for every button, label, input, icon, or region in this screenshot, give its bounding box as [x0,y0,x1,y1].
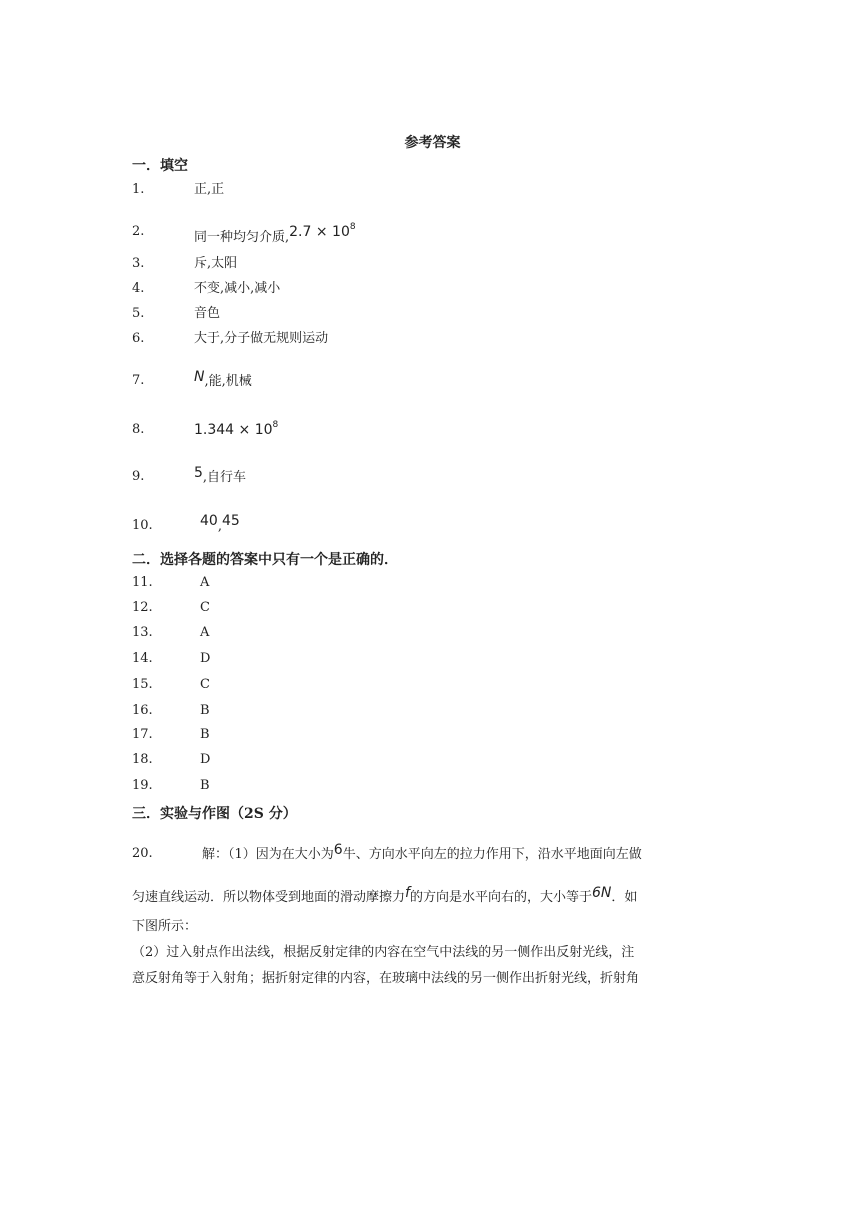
item-number: 19. [132,778,153,793]
item-number: 7. [132,373,145,388]
answer-text: 的方向是水平向右的，大小等于 [409,890,592,905]
answer-math: $1.344 \times 10^8$ [194,420,279,438]
section-heading-experiment: 三．实验与作图（2S 分） [132,806,297,822]
item-number: 6. [132,331,145,346]
item-answer [200,513,240,537]
item-number: 15. [132,677,153,692]
item-number: 4. [132,281,145,296]
item-number: 10. [132,518,153,533]
item-number: 16. [132,703,153,718]
item-answer: 音色 [194,306,221,321]
item-answer: B [200,778,210,793]
section-heading-fill: 一．填空 [132,158,188,174]
item-answer [194,420,278,446]
item-number: 8. [132,422,145,437]
item-number: 17. [132,727,153,742]
answer-math: 40 [200,513,218,529]
item-number: 3. [132,256,145,271]
paragraph-line: 意反射角等于入射角；据折射定律的内容，在玻璃中法线的另一侧作出折射光线，折射角 [132,971,640,986]
item-number: 14. [132,651,153,666]
item-number: 1. [132,182,145,197]
item-answer: D [200,651,211,666]
paragraph-line: （2）过入射点作出法线，根据反射定律的内容在空气中法线的另一侧作出反射光线，注 [132,945,635,960]
answer-text: 匀速直线运动．所以物体受到地面的滑动摩擦力 [132,890,406,905]
answer-math: $2.7 \times 10^8$ [289,222,356,240]
item-answer [194,222,356,248]
answer-text: 牛、方向水平向左的拉力作用下，沿水平地面向左做 [342,847,642,862]
paragraph-line [132,887,637,907]
item-number: 20. [132,846,153,861]
item-answer: 大于,分子做无规则运动 [194,331,329,346]
item-answer [202,844,642,865]
item-answer [194,467,246,488]
section-heading-choice: 二．选择各题的答案中只有一个是正确的． [132,552,398,568]
item-number: 9. [132,469,145,484]
answer-text: ,自行车 [202,470,247,485]
item-number: 2. [132,224,145,239]
item-answer: 斥,太阳 [194,256,238,271]
item-number: 5. [132,306,145,321]
item-answer: B [200,727,210,742]
answer-math: f [405,885,410,901]
answer-math: 5 [194,465,203,481]
answer-math: 6N [591,885,612,901]
page-title: 参考答案 [404,135,461,151]
item-number: 12. [132,600,153,615]
answer-text: ,能,机械 [204,374,252,389]
answer-text: 同一种均匀介质, [194,230,290,245]
item-answer: B [200,703,210,718]
answer-math: 6 [333,842,343,858]
answer-math: N [194,369,205,385]
answer-math: 45 [221,513,240,529]
item-number: 18. [132,752,153,767]
answer-text: 解：（1）因为在大小为 [202,847,334,862]
item-answer: 不变,减小,减小 [194,281,281,296]
item-answer: 正,正 [194,182,225,197]
item-answer: C [200,600,210,615]
item-number: 13. [132,625,153,640]
item-number: 11. [132,575,153,590]
answer-text: , [217,519,222,534]
answer-text: ．如 [611,890,638,905]
item-answer: A [200,625,210,640]
paragraph-line: 下图所示： [132,919,198,934]
item-answer: A [200,575,210,590]
item-answer [194,371,252,392]
item-answer: C [200,677,210,692]
item-answer: D [200,752,211,767]
